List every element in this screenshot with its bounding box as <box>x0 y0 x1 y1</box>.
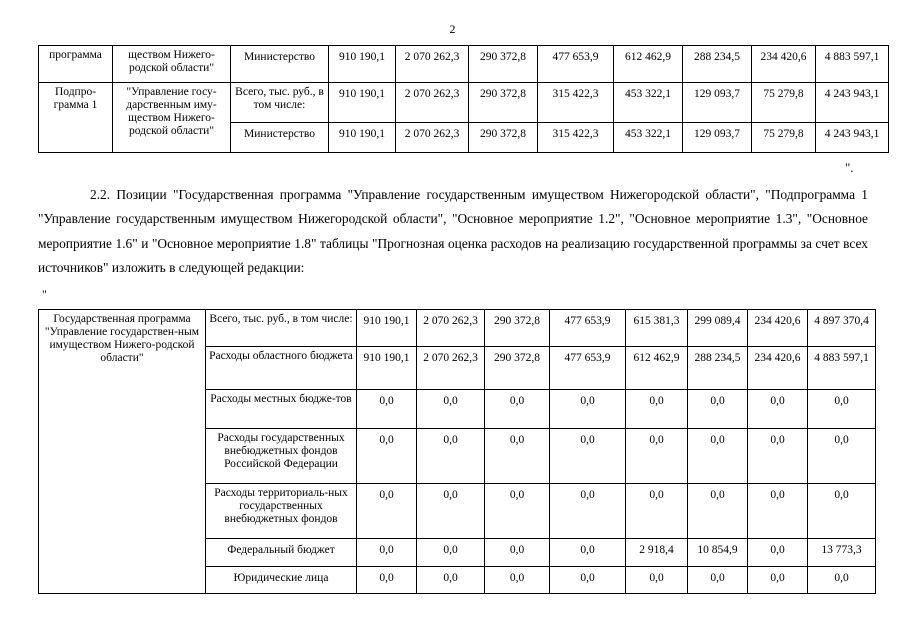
opening-quote: " <box>42 287 47 301</box>
value-cell: 4 243 943,1 <box>816 123 889 153</box>
cell-subprogram-name: "Управление госу-дарственным иму-ществом Нижего-родской области" <box>113 83 231 153</box>
value-cell: 0,0 <box>417 429 485 484</box>
value-cell: 0,0 <box>626 484 688 539</box>
value-cell: 288 234,5 <box>683 46 752 83</box>
value-cell: 0,0 <box>626 429 688 484</box>
value-cell: 0,0 <box>357 539 417 567</box>
value-cell: 75 279,8 <box>752 123 816 153</box>
value-cell: 234 420,6 <box>752 46 816 83</box>
value-cell: 4 883 597,1 <box>808 347 876 390</box>
bottom-table <box>38 309 876 594</box>
cell-subprogram: Подпро-грамма 1 <box>39 83 113 153</box>
value-cell: 910 190,1 <box>329 83 396 123</box>
row-label: Расходы местных бюдже-тов <box>206 390 357 429</box>
value-cell: 2 070 262,3 <box>396 123 469 153</box>
page-number: 2 <box>449 22 456 36</box>
amendment-paragraph: 2.2. Позиции "Государственная программа "Управление государственным имуществом Нижегородской области", "Подпрограмма 1 "Управление государственным имуществом Нижегородской области", "Основное мероприятие 1.2", "Основное мероприятие 1.3", "Основное мероприятие 1.6" и "Основное мероприятие 1.8" таблицы "Прогнозная оценка расходов на реализацию государственной программы за счет всех источников" изложить в следующей редакции: <box>38 187 868 275</box>
row-label: Расходы территориаль-ных государственных внебюджетных фондов <box>206 484 357 539</box>
program-name-cell: Государственная программа "Управление государствен-ным имуществом Нижего-родской области" <box>39 310 206 594</box>
value-cell: 290 372,8 <box>469 123 538 153</box>
value-cell: 0,0 <box>808 567 876 594</box>
value-cell: 0,0 <box>688 390 748 429</box>
value-cell: 4 883 597,1 <box>816 46 889 83</box>
value-cell: 453 322,1 <box>614 123 683 153</box>
table-row <box>39 46 889 83</box>
value-cell: 2 070 262,3 <box>417 347 485 390</box>
value-cell: 0,0 <box>550 539 626 567</box>
value-cell: 0,0 <box>550 484 626 539</box>
value-cell: 0,0 <box>550 567 626 594</box>
value-cell: 2 070 262,3 <box>417 310 485 347</box>
value-cell: 234 420,6 <box>748 347 808 390</box>
value-cell: 315 422,3 <box>538 123 614 153</box>
value-cell: 0,0 <box>626 567 688 594</box>
cell-program-name: ществом Нижего-родской области" <box>113 46 231 83</box>
value-cell: 477 653,9 <box>550 347 626 390</box>
value-cell: 2 918,4 <box>626 539 688 567</box>
value-cell: 453 322,1 <box>614 83 683 123</box>
value-cell: 0,0 <box>688 567 748 594</box>
value-cell: 10 854,9 <box>688 539 748 567</box>
value-cell: 13 773,3 <box>808 539 876 567</box>
value-cell: 2 070 262,3 <box>396 83 469 123</box>
value-cell: 0,0 <box>748 484 808 539</box>
value-cell: 910 190,1 <box>357 347 417 390</box>
row-label: Расходы областного бюджета <box>206 347 357 390</box>
cell-program: программа <box>39 46 113 83</box>
value-cell: 0,0 <box>417 390 485 429</box>
value-cell: 288 234,5 <box>688 347 748 390</box>
cell-total-label: Всего, тыс. руб., в том числе: <box>231 83 329 123</box>
value-cell: 0,0 <box>688 484 748 539</box>
table-row <box>39 310 876 347</box>
value-cell: 910 190,1 <box>329 46 396 83</box>
value-cell: 0,0 <box>748 429 808 484</box>
value-cell: 0,0 <box>485 484 550 539</box>
value-cell: 0,0 <box>485 567 550 594</box>
value-cell: 234 420,6 <box>748 310 808 347</box>
value-cell: 129 093,7 <box>683 83 752 123</box>
row-label: Федеральный бюджет <box>206 539 357 567</box>
value-cell: 0,0 <box>485 429 550 484</box>
value-cell: 910 190,1 <box>329 123 396 153</box>
value-cell: 0,0 <box>808 429 876 484</box>
row-label: Юридические лица <box>206 567 357 594</box>
value-cell: 290 372,8 <box>485 310 550 347</box>
value-cell: 2 070 262,3 <box>396 46 469 83</box>
value-cell: 0,0 <box>485 390 550 429</box>
cell-responsible: Министерство <box>231 46 329 83</box>
value-cell: 612 462,9 <box>614 46 683 83</box>
value-cell: 910 190,1 <box>357 310 417 347</box>
value-cell: 0,0 <box>748 390 808 429</box>
value-cell: 0,0 <box>417 484 485 539</box>
closing-quote: ". <box>845 160 854 175</box>
row-label: Расходы государственных внебюджетных фондов Российской Федерации <box>206 429 357 484</box>
cell-responsible: Министерство <box>231 123 329 153</box>
value-cell: 4 897 370,4 <box>808 310 876 347</box>
value-cell: 0,0 <box>808 390 876 429</box>
value-cell: 0,0 <box>808 484 876 539</box>
value-cell: 0,0 <box>626 390 688 429</box>
value-cell: 0,0 <box>748 539 808 567</box>
value-cell: 0,0 <box>550 429 626 484</box>
value-cell: 0,0 <box>485 539 550 567</box>
value-cell: 0,0 <box>550 390 626 429</box>
value-cell: 0,0 <box>417 539 485 567</box>
value-cell: 0,0 <box>748 567 808 594</box>
value-cell: 299 089,4 <box>688 310 748 347</box>
top-table <box>38 45 889 153</box>
value-cell: 477 653,9 <box>550 310 626 347</box>
value-cell: 75 279,8 <box>752 83 816 123</box>
value-cell: 0,0 <box>357 484 417 539</box>
value-cell: 0,0 <box>688 429 748 484</box>
value-cell: 129 093,7 <box>683 123 752 153</box>
value-cell: 615 381,3 <box>626 310 688 347</box>
value-cell: 315 422,3 <box>538 83 614 123</box>
table-row <box>39 83 889 123</box>
value-cell: 290 372,8 <box>485 347 550 390</box>
value-cell: 290 372,8 <box>469 83 538 123</box>
value-cell: 0,0 <box>357 390 417 429</box>
value-cell: 0,0 <box>357 429 417 484</box>
value-cell: 290 372,8 <box>469 46 538 83</box>
value-cell: 0,0 <box>357 567 417 594</box>
value-cell: 612 462,9 <box>626 347 688 390</box>
value-cell: 477 653,9 <box>538 46 614 83</box>
value-cell: 4 243 943,1 <box>816 83 889 123</box>
value-cell: 0,0 <box>417 567 485 594</box>
row-label: Всего, тыс. руб., в том числе: <box>206 310 357 347</box>
